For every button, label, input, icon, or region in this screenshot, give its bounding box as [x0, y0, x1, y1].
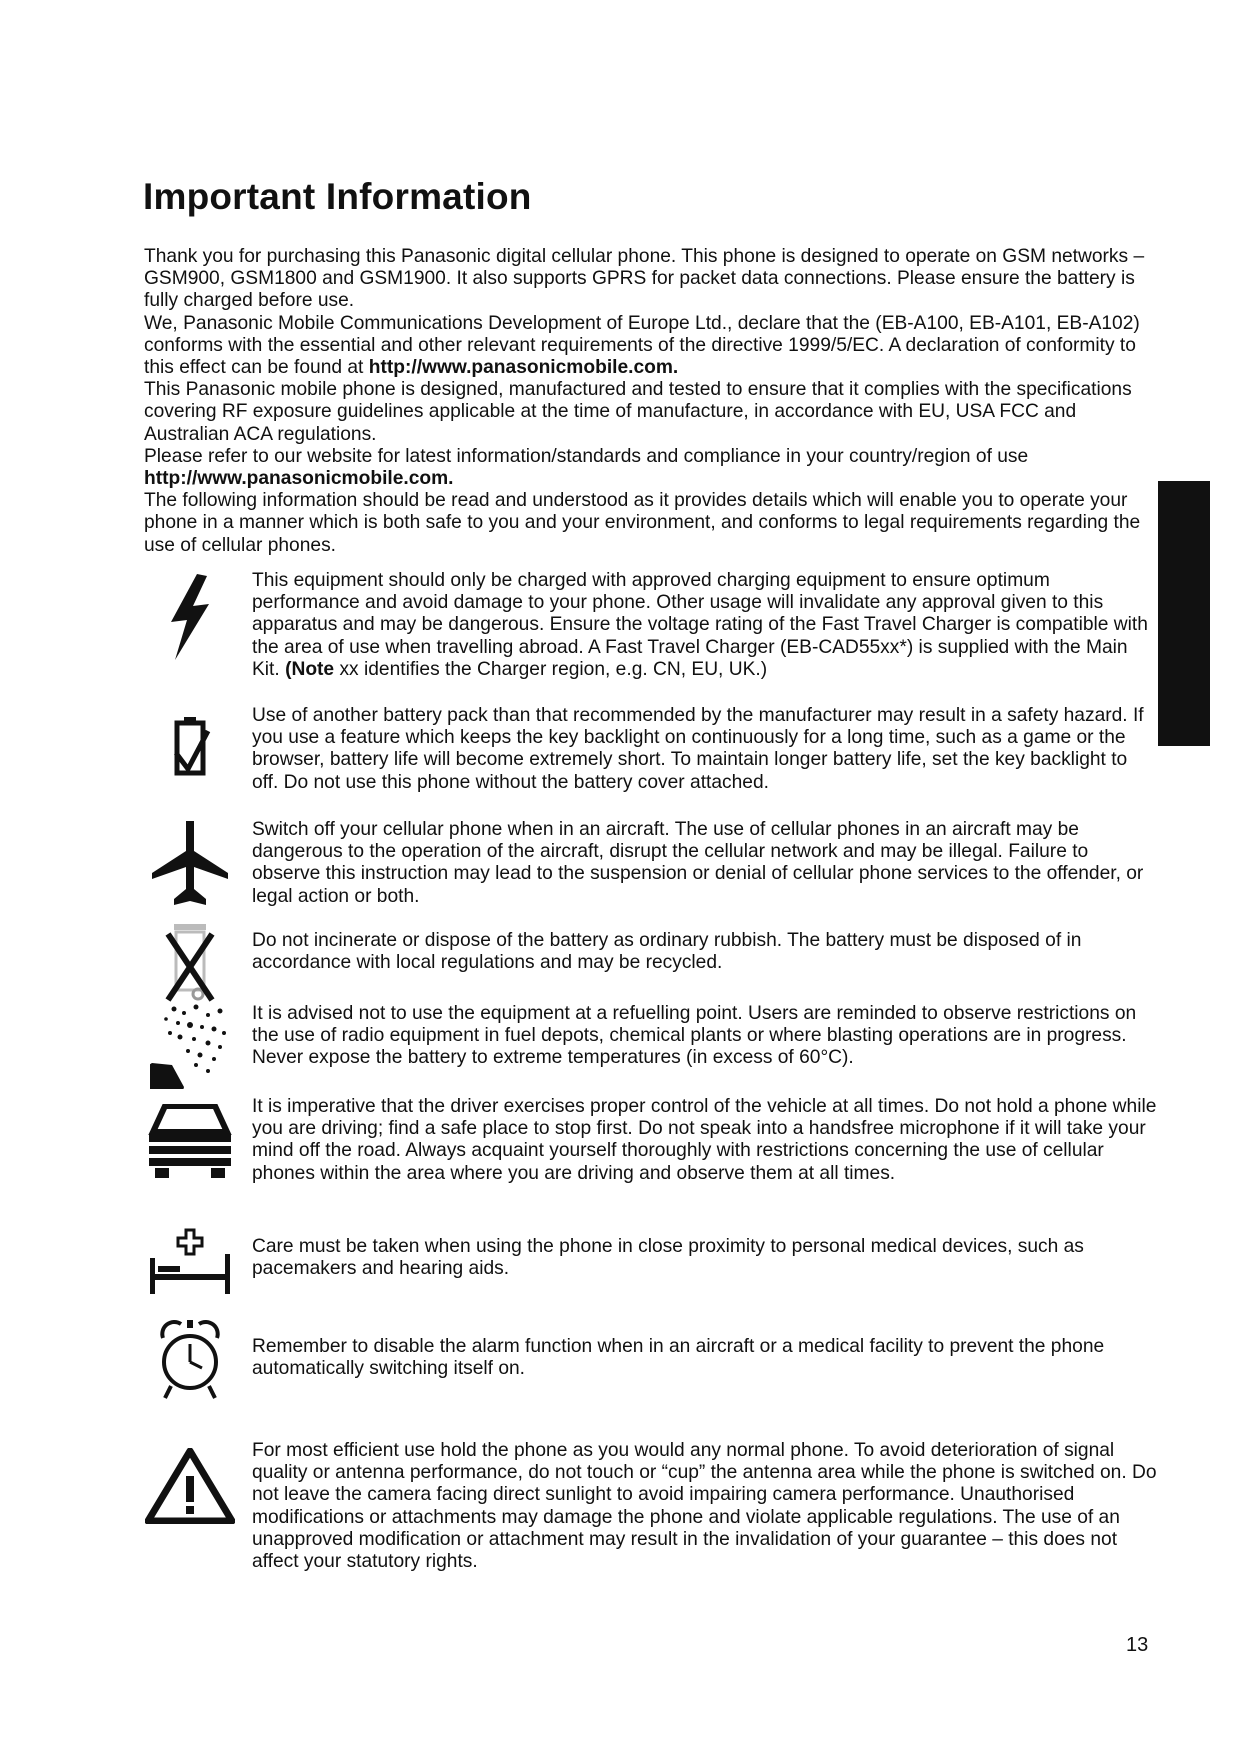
intro-section	[144, 246, 1149, 557]
battery-icon	[140, 715, 240, 777]
declaration-link[interactable]: http://www.panasonicmobile.com.	[368, 357, 679, 379]
intro-paragraph-website	[144, 446, 1149, 490]
website-text: Please refer to our website for latest information/standards and compliance in your country/region of use	[144, 445, 1029, 467]
crossed-bin-icon	[140, 920, 240, 1006]
lightning-icon	[140, 574, 240, 660]
website-link[interactable]: http://www.panasonicmobile.com.	[144, 468, 454, 490]
intro-paragraph-purchase: Thank you for purchasing this Panasonic digital cellular phone. This phone is designed to operate on GSM networks – GSM900, GSM1800 and GSM1900. It also supports GPRS for packet data connections. Please ensure the battery is fully charged before use.	[144, 246, 1145, 312]
alarm-text: Remember to disable the alarm function when in an aircraft or a medical facility to prevent the phone automatically switching itself on.	[252, 1336, 1105, 1380]
intro-paragraph-following: The following information should be read and understood as it provides details which will enable you to operate your phone in a manner which is both safe to you and your environment, and conforms to legal requirements regarding the use of cellular phones.	[144, 490, 1141, 556]
charger-text: This equipment should only be charged with approved charging equipment to ensure optimum performance and avoid damage to your phone. Other usage will invalidate any approval given to this apparatus and may be dangerous. Ensure the voltage rating of the Fast Travel Charger is compatible with the area of use when travelling abroad. A Fast Travel Charger (EB-CAD55xx*) is supplied with the Main Kit. (Note xx identifies the Charger region, e.g. CN, EU, UK.)	[252, 570, 1148, 680]
medical-bed-icon	[140, 1228, 240, 1294]
driving-text: It is imperative that the driver exercises proper control of the vehicle at all times. Do not hold a phone while you are driving; find a safe place to stop first. Do not speak into a handsfree microphone if it will take your mind off the road. Always acquaint yourself thoroughly with restrictions concerning the use of cellular phones within the area where you are driving and observe them at all times.	[252, 1096, 1157, 1184]
warning-triangle-icon	[140, 1448, 240, 1524]
page-title: Important Information	[143, 176, 532, 217]
explosion-icon	[140, 1003, 240, 1089]
aircraft-text: Switch off your cellular phone when in an aircraft. The use of cellular phones in an aircraft may be dangerous to the operation of the aircraft, disrupt the cellular network and may be illegal. Failure to observe this instruction may lead to the suspension or denial of cellular phone services to the offender, or legal action or both.	[252, 819, 1144, 907]
disposal-text: Do not incinerate or dispose of the battery as ordinary rubbish. The battery must be disposed of in accordance with local regulations and may be recycled.	[252, 930, 1082, 974]
intro-paragraph-rf: This Panasonic mobile phone is designed, manufactured and tested to ensure that it complies with the specifications covering RF exposure guidelines applicable at the time of manufacture, in accordance with EU, USA FCC and Australian ACA regulations.	[144, 379, 1132, 445]
intro-paragraph-declaration	[144, 313, 1149, 380]
page-number: 13	[1126, 1634, 1149, 1656]
declaration-text: We, Panasonic Mobile Communications Development of Europe Ltd., declare that the (EB-A100, EB-A101, EB-A102) conforms with the essential and other relevant requirements of the directive 1999/5/EC. A declaration of conformity to this effect can be found at	[144, 312, 1140, 379]
battery-text: Use of another battery pack than that recommended by the manufacturer may result in a safety hazard. If you use a feature which keeps the key backlight on continuously for a long time, such as a game or the browser, battery life will become extremely short. To maintain longer battery life, set the key backlight to off. Do not use this phone without the battery cover attached.	[252, 705, 1144, 793]
refuelling-text: It is advised not to use the equipment at a refuelling point. Users are reminded to observe restrictions on the use of radio equipment in fuel depots, chemical plants or where blasting operations are in progress. Never expose the battery to extreme temperatures (in excess of 60°C).	[252, 1003, 1137, 1069]
aircraft-icon	[140, 821, 240, 907]
alarm-clock-icon	[140, 1316, 240, 1402]
car-icon	[140, 1104, 240, 1180]
charger-note-label: (Note	[285, 658, 335, 680]
medical-text: Care must be taken when using the phone in close proximity to personal medical devices, such as pacemakers and hearing aids.	[252, 1236, 1084, 1280]
antenna-text: For most efficient use hold the phone as you would any normal phone. To avoid deterioration of signal quality or antenna performance, do not touch or “cup” the antenna area while the phone is switched on. Do not leave the camera facing direct sunlight to avoid impairing camera performance. Unauthorised modifications or attachments may damage the phone and violate applicable regulations. The use of an unapproved modification or attachment may result in the invalidation of your guarantee – this does not affect your statutory rights.	[252, 1440, 1157, 1573]
section-tab-marker	[1158, 481, 1210, 746]
